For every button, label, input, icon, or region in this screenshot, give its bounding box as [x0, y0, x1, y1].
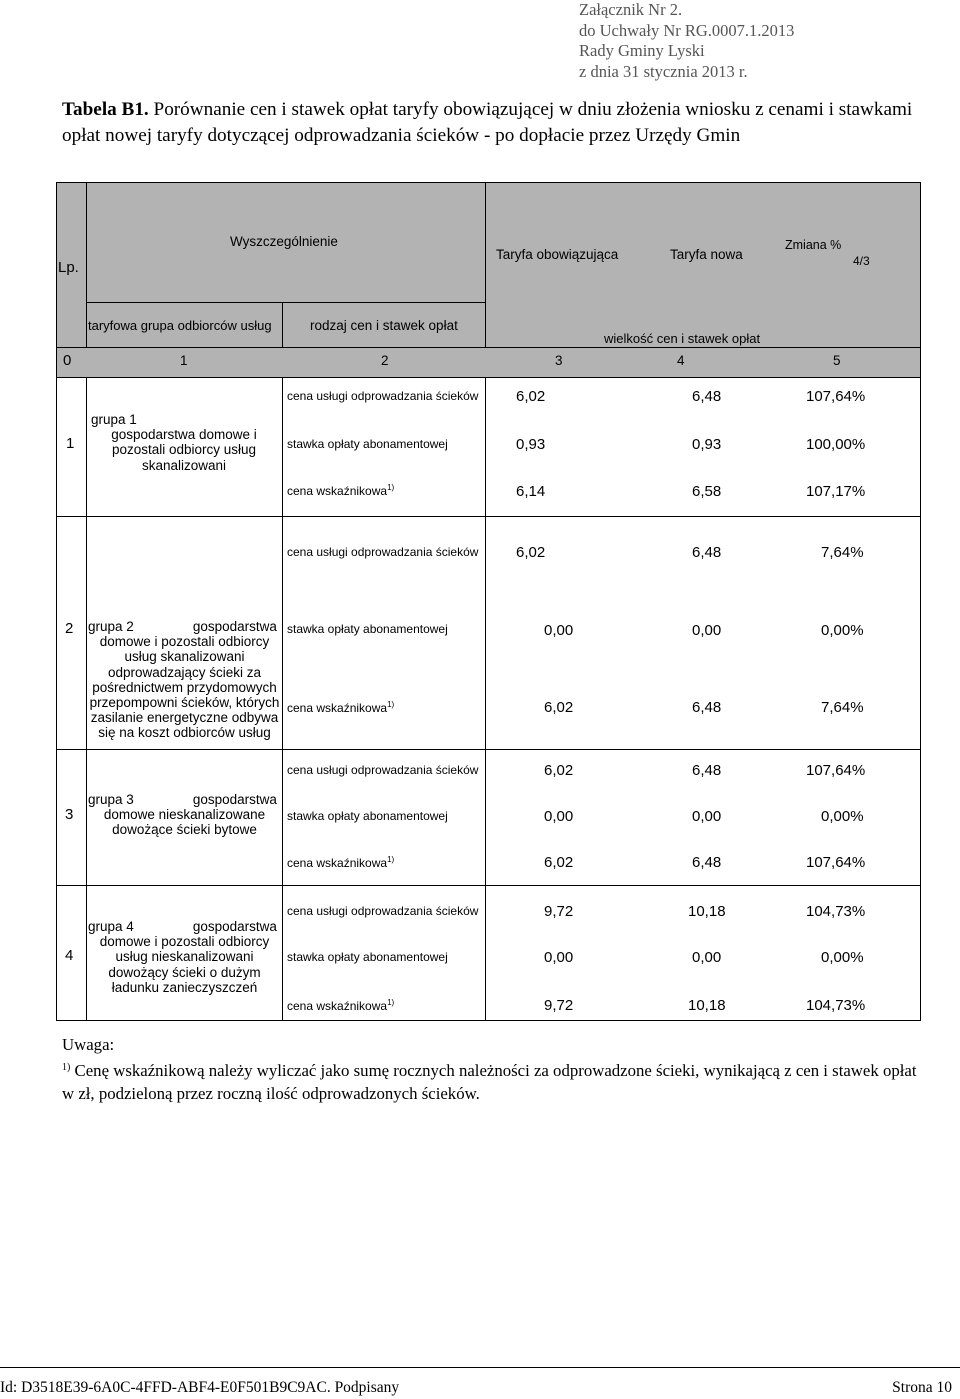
group-1-separator — [56, 516, 921, 517]
group-3-description — [88, 792, 281, 838]
group-col-line-top — [282, 302, 283, 347]
group-2-row-3-label — [287, 700, 394, 715]
group-2-separator — [56, 749, 921, 750]
group-4-description — [88, 919, 281, 995]
header-zmiana: Zmiana % — [785, 238, 842, 252]
group-2-title: grupa 2 — [88, 619, 134, 634]
footnote-body — [62, 1056, 922, 1105]
group-4-lp: 4 — [65, 947, 74, 964]
attachment-line-1: Załącznik Nr 2. — [579, 0, 683, 19]
group-1-row-3-new: 6,58 — [692, 483, 722, 500]
comparison-table — [56, 182, 921, 1021]
group-4-row-2-new: 0,00 — [692, 949, 722, 966]
group-1-row-2-label: stawka opłaty abonamentowej — [287, 437, 448, 451]
group-3-row-3-new: 6,48 — [692, 854, 722, 871]
colnum-5: 5 — [833, 353, 841, 368]
group-2-row-3-label-text: cena wskaźnikowa — [287, 701, 388, 715]
group-3-row-3-label — [287, 855, 394, 870]
group-2-row-3-new: 6,48 — [692, 699, 722, 716]
footnote-mark: 1) — [387, 855, 395, 864]
group-4-row-3-new: 10,18 — [688, 997, 726, 1014]
group-1-row-3-label — [287, 483, 394, 498]
group-3-row-1-old: 6,02 — [544, 762, 574, 779]
group-1-desc: gospodarstwa domowe i pozostali odbiorcy usług skanalizowani — [111, 427, 257, 473]
header-zmiana-formula: 4/3 — [853, 254, 870, 268]
footnote-mark: 1) — [387, 998, 395, 1007]
header-taryfa-obowiazujaca: Taryfa obowiązująca — [496, 247, 619, 262]
footnote-text: Cenę wskaźnikową należy wyliczać jako sumę rocznych należności za odprowadzone ścieki, wynikającą z cen i stawek opłat w zł, podzieloną przez roczną ilość odprowadzonych ścieków. — [62, 1061, 917, 1103]
group-4-row-3-change: 104,73% — [806, 997, 866, 1014]
lp-col-line — [86, 377, 87, 1021]
header-separator — [56, 347, 921, 348]
group-2-row-1-label: cena usługi odprowadzania ścieków — [287, 545, 479, 559]
group-2-row-1-change: 7,64% — [821, 544, 864, 561]
group-2-row-1-old: 6,02 — [516, 544, 546, 561]
group-1-row-3-label-text: cena wskaźnikowa — [287, 484, 388, 498]
group-1-row-1-new: 6,48 — [692, 388, 722, 405]
table-title — [62, 97, 922, 149]
footnote — [62, 1033, 922, 1105]
group-3-row-2-old: 0,00 — [544, 808, 574, 825]
colnum-1: 1 — [180, 353, 188, 368]
document-id: Id: D3518E39-6A0C-4FFD-ABF4-E0F501B9C9AC. Podpisany — [0, 1379, 400, 1396]
group-3-row-1-change: 107,64% — [806, 762, 866, 779]
attachment-line-4: z dnia 31 stycznia 2013 r. — [579, 61, 748, 81]
group-2-lp: 2 — [65, 620, 74, 637]
kind-col-line — [485, 377, 486, 1021]
header-lp: Lp. — [58, 259, 79, 276]
group-3-row-2-new: 0,00 — [692, 808, 722, 825]
group-2-row-2-label: stawka opłaty abonamentowej — [287, 622, 448, 636]
group-3-title: grupa 3 — [88, 792, 134, 807]
group-4-title: grupa 4 — [88, 919, 134, 934]
group-1-row-3-change: 107,17% — [806, 483, 866, 500]
group-4-row-3-label — [287, 998, 394, 1013]
group-4-row-2-label: stawka opłaty abonamentowej — [287, 950, 448, 964]
group-3-row-1-new: 6,48 — [692, 762, 722, 779]
group-4-row-1-label: cena usługi odprowadzania ścieków — [287, 904, 479, 918]
table-border-top — [56, 182, 921, 183]
group-4-desc: gospodarstwa domowe i pozostali odbiorcy usług nieskanalizowani dowożący ścieki o dużym ładunku zanieczyszczeń — [99, 919, 277, 995]
group-2-row-3-old: 6,02 — [544, 699, 574, 716]
group-1-description — [88, 412, 280, 473]
group-1-row-2-change: 100,00% — [806, 436, 866, 453]
group-4-row-1-new: 10,18 — [688, 903, 726, 920]
group-1-title: grupa 1 — [91, 412, 137, 427]
group-3-row-3-label-text: cena wskaźnikowa — [287, 856, 388, 870]
group-3-row-2-label: stawka opłaty abonamentowej — [287, 809, 448, 823]
footer-divider — [0, 1367, 960, 1368]
group-2-row-1-new: 6,48 — [692, 544, 722, 561]
group-col-line — [282, 377, 283, 1021]
group-4-row-1-old: 9,72 — [544, 903, 574, 920]
group-4-row-2-change: 0,00% — [821, 949, 864, 966]
footnote-mark: 1) — [387, 700, 395, 709]
attachment-header — [579, 0, 939, 82]
group-2-row-2-new: 0,00 — [692, 622, 722, 639]
colnum-4: 4 — [677, 353, 685, 368]
group-1-row-2-old: 0,93 — [516, 436, 546, 453]
group-3-separator — [56, 885, 921, 886]
header-wielkosc: wielkość cen i stawek opłat — [604, 331, 761, 346]
group-2-row-2-change: 0,00% — [821, 622, 864, 639]
group-3-row-2-change: 0,00% — [821, 808, 864, 825]
attachment-line-3: Rady Gminy Lyski — [579, 41, 705, 60]
footnote-heading: Uwaga: — [62, 1035, 115, 1054]
group-3-row-1-label: cena usługi odprowadzania ścieków — [287, 763, 479, 777]
table-border-bottom — [56, 1020, 921, 1021]
group-2-description — [88, 619, 281, 741]
group-4-row-3-old: 9,72 — [544, 997, 574, 1014]
group-2-desc: gospodarstwa domowe i pozostali odbiorcy usług skanalizowani odprowadzający ścieki za pośrednictwem przydomowych przepompowni ścieków, których zasilanie energetyczne odbywa się na koszt odbiorców usług — [89, 619, 280, 741]
colnum-separator — [56, 377, 921, 378]
header-taryfa-nowa: Taryfa nowa — [670, 247, 743, 262]
group-1-row-1-label: cena usługi odprowadzania ścieków — [287, 389, 479, 403]
group-1-row-3-old: 6,14 — [516, 483, 546, 500]
table-border-right — [920, 182, 921, 1021]
group-4-row-1-change: 104,73% — [806, 903, 866, 920]
colnum-0: 0 — [63, 352, 72, 369]
table-title-prefix: Tabela B1. — [62, 99, 149, 120]
footnote-body-mark: 1) — [62, 1062, 71, 1073]
group-2-row-2-old: 0,00 — [544, 622, 574, 639]
group-3-row-3-old: 6,02 — [544, 854, 574, 871]
group-3-row-3-change: 107,64% — [806, 854, 866, 871]
header-rodzaj: rodzaj cen i stawek opłat — [310, 318, 458, 333]
table-border-left — [56, 182, 57, 1021]
footnote-mark: 1) — [387, 483, 395, 492]
colnum-2: 2 — [381, 353, 389, 368]
page-number: Strona 10 — [892, 1379, 952, 1396]
attachment-line-2: do Uchwały Nr RG.0007.1.2013 — [579, 20, 795, 40]
colnum-3: 3 — [555, 353, 563, 368]
group-3-desc: gospodarstwa domowe nieskanalizowane dowożące ścieki bytowe — [103, 792, 277, 838]
kind-col-line-top — [485, 182, 486, 347]
lp-col-line-top — [86, 182, 87, 347]
table-title-text: Porównanie cen i stawek opłat taryfy obowiązującej w dniu złożenia wniosku z cenami i stawkami opłat nowej taryfy dotyczącej odprowadzania ścieków - po dopłacie przez Urzędy Gmin — [62, 99, 913, 146]
group-1-row-1-old: 6,02 — [516, 388, 546, 405]
header-grupa: taryfowa grupa odbiorców usług — [88, 318, 272, 333]
group-1-lp: 1 — [66, 435, 75, 452]
group-4-row-3-label-text: cena wskaźnikowa — [287, 999, 388, 1013]
header-wyszczegolnienie: Wyszczególnienie — [230, 234, 338, 249]
group-1-row-1-change: 107,64% — [806, 388, 866, 405]
group-3-lp: 3 — [65, 806, 74, 823]
group-2-row-3-change: 7,64% — [821, 699, 864, 716]
wyszczegolnienie-separator — [86, 302, 485, 303]
group-1-row-2-new: 0,93 — [692, 436, 722, 453]
group-4-row-2-old: 0,00 — [544, 949, 574, 966]
